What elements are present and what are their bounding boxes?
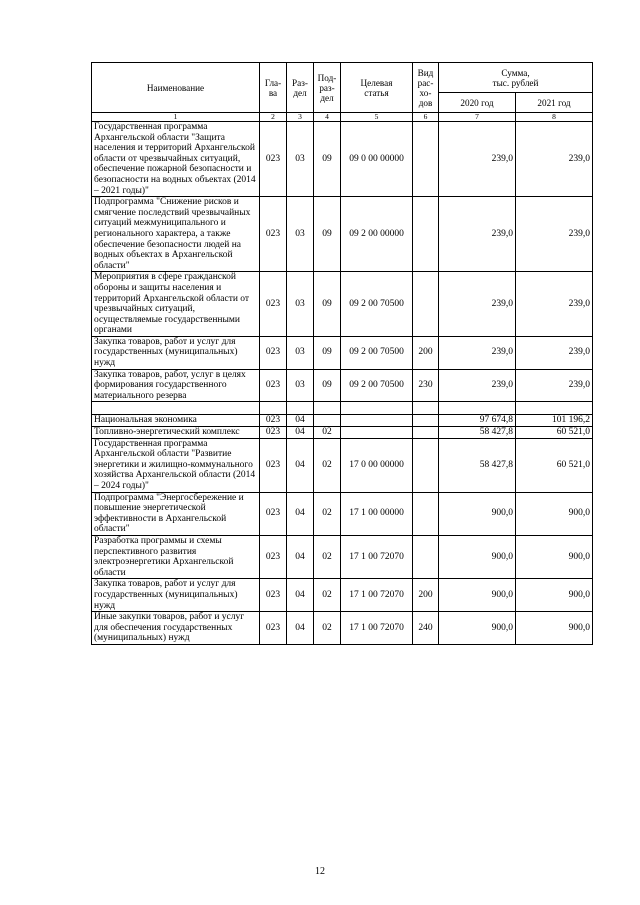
header-section: Раз- дел xyxy=(287,63,314,113)
table-body xyxy=(92,122,593,645)
row-sum-2020: 239,0 xyxy=(439,336,516,369)
row-chapter: 023 xyxy=(260,272,287,337)
page-number: 12 xyxy=(315,866,325,877)
column-number: 6 xyxy=(413,113,439,122)
row-target-article: 09 2 00 70500 xyxy=(341,336,413,369)
column-number: 4 xyxy=(314,113,341,122)
row-name: Закупка товаров, работ и услуг для государственных (муниципальных) нужд xyxy=(92,336,260,369)
row-subsection: 09 xyxy=(314,272,341,337)
row-chapter: 023 xyxy=(260,427,287,439)
row-section: 03 xyxy=(287,272,314,337)
column-number: 1 xyxy=(92,113,260,122)
blank-row xyxy=(92,402,593,415)
row-name: Государственная программа Архангельской области "Развитие энергетики и жилищно-коммунального хозяйства Архангельской области (2014 – 2024 годы)" xyxy=(92,438,260,492)
row-sum-2021: 900,0 xyxy=(516,612,593,645)
blank-cell xyxy=(260,402,287,415)
row-name: Подпрограмма "Снижение рисков и смягчение последствий чрезвычайных ситуаций межмуниципального и регионального характера, а также обеспечение безопасности людей на водных объектах в Архангельской области" xyxy=(92,197,260,272)
table-row xyxy=(92,272,593,337)
header-chapter: Гла- ва xyxy=(260,63,287,113)
row-expense-type xyxy=(413,438,439,492)
budget-table xyxy=(91,62,593,645)
row-subsection: 02 xyxy=(314,612,341,645)
row-expense-type: 200 xyxy=(413,579,439,612)
row-subsection: 09 xyxy=(314,369,341,402)
row-target-article: 17 1 00 00000 xyxy=(341,492,413,535)
table-row xyxy=(92,122,593,197)
row-sum-2020: 900,0 xyxy=(439,579,516,612)
row-expense-type: 240 xyxy=(413,612,439,645)
row-sum-2021: 900,0 xyxy=(516,535,593,578)
row-subsection: 02 xyxy=(314,427,341,439)
header-name: Наименование xyxy=(92,63,260,113)
row-expense-type: 230 xyxy=(413,369,439,402)
table-row xyxy=(92,579,593,612)
row-sum-2020: 900,0 xyxy=(439,612,516,645)
row-expense-type xyxy=(413,122,439,197)
row-section: 03 xyxy=(287,369,314,402)
row-section: 03 xyxy=(287,122,314,197)
table-row xyxy=(92,427,593,439)
row-chapter: 023 xyxy=(260,122,287,197)
row-expense-type xyxy=(413,415,439,427)
row-sum-2021: 900,0 xyxy=(516,492,593,535)
row-sum-2021: 239,0 xyxy=(516,336,593,369)
table-row xyxy=(92,415,593,427)
row-subsection: 02 xyxy=(314,492,341,535)
row-expense-type: 200 xyxy=(413,336,439,369)
table-row xyxy=(92,336,593,369)
row-target-article: 17 1 00 72070 xyxy=(341,579,413,612)
row-sum-2021: 239,0 xyxy=(516,197,593,272)
row-section: 04 xyxy=(287,438,314,492)
row-sum-2020: 97 674,8 xyxy=(439,415,516,427)
row-sum-2020: 239,0 xyxy=(439,122,516,197)
row-sum-2021: 101 196,2 xyxy=(516,415,593,427)
row-target-article xyxy=(341,415,413,427)
header-sum: Сумма, тыс. рублей xyxy=(439,63,593,93)
header-year-2021: 2021 год xyxy=(516,93,593,113)
row-chapter: 023 xyxy=(260,579,287,612)
row-section: 03 xyxy=(287,336,314,369)
row-chapter: 023 xyxy=(260,369,287,402)
row-name: Закупка товаров, работ и услуг для государственных (муниципальных) нужд xyxy=(92,579,260,612)
row-sum-2020: 239,0 xyxy=(439,369,516,402)
row-name: Подпрограмма "Энергосбережение и повышение энергетической эффективности в Архангельской области" xyxy=(92,492,260,535)
row-expense-type xyxy=(413,535,439,578)
row-section: 04 xyxy=(287,579,314,612)
table-row xyxy=(92,438,593,492)
row-section: 04 xyxy=(287,612,314,645)
row-target-article: 17 0 00 00000 xyxy=(341,438,413,492)
row-subsection: 02 xyxy=(314,535,341,578)
row-section: 04 xyxy=(287,492,314,535)
row-expense-type xyxy=(413,272,439,337)
row-chapter: 023 xyxy=(260,492,287,535)
row-sum-2020: 900,0 xyxy=(439,492,516,535)
blank-cell xyxy=(287,402,314,415)
column-number: 2 xyxy=(260,113,287,122)
blank-cell xyxy=(516,402,593,415)
row-subsection: 09 xyxy=(314,197,341,272)
row-target-article: 17 1 00 72070 xyxy=(341,535,413,578)
row-target-article: 09 2 00 00000 xyxy=(341,197,413,272)
row-sum-2020: 239,0 xyxy=(439,272,516,337)
column-number: 7 xyxy=(439,113,516,122)
blank-cell xyxy=(92,402,260,415)
row-target-article: 09 2 00 70500 xyxy=(341,369,413,402)
blank-cell xyxy=(413,402,439,415)
row-target-article: 09 0 00 00000 xyxy=(341,122,413,197)
row-sum-2020: 58 427,8 xyxy=(439,438,516,492)
row-target-article: 17 1 00 72070 xyxy=(341,612,413,645)
row-expense-type xyxy=(413,427,439,439)
table-row xyxy=(92,492,593,535)
row-chapter: 023 xyxy=(260,415,287,427)
header-subsection: Под- раз- дел xyxy=(314,63,341,113)
row-section: 04 xyxy=(287,535,314,578)
row-sum-2020: 900,0 xyxy=(439,535,516,578)
blank-cell xyxy=(314,402,341,415)
row-sum-2021: 900,0 xyxy=(516,579,593,612)
row-name: Государственная программа Архангельской области "Защита населения и территорий Архангельской области от чрезвычайных ситуаций, обеспечение пожарной безопасности и безопасности на водных объектах (2014 – 2021 годы)" xyxy=(92,122,260,197)
column-number: 8 xyxy=(516,113,593,122)
row-section: 04 xyxy=(287,415,314,427)
row-name: Топливно-энергетический комплекс xyxy=(92,427,260,439)
row-target-article: 09 2 00 70500 xyxy=(341,272,413,337)
header-year-2020: 2020 год xyxy=(439,93,516,113)
row-chapter: 023 xyxy=(260,197,287,272)
row-subsection xyxy=(314,415,341,427)
row-name: Иные закупки товаров, работ и услуг для обеспечения государственных (муниципальных) нужд xyxy=(92,612,260,645)
row-sum-2021: 239,0 xyxy=(516,369,593,402)
table-row xyxy=(92,612,593,645)
row-chapter: 023 xyxy=(260,535,287,578)
row-subsection: 02 xyxy=(314,438,341,492)
column-number: 3 xyxy=(287,113,314,122)
column-number-row xyxy=(92,113,593,122)
table-row xyxy=(92,369,593,402)
row-name: Национальная экономика xyxy=(92,415,260,427)
row-chapter: 023 xyxy=(260,336,287,369)
row-expense-type xyxy=(413,492,439,535)
row-section: 04 xyxy=(287,427,314,439)
row-sum-2020: 239,0 xyxy=(439,197,516,272)
row-chapter: 023 xyxy=(260,612,287,645)
column-number: 5 xyxy=(341,113,413,122)
row-sum-2021: 239,0 xyxy=(516,272,593,337)
row-name: Закупка товаров, работ, услуг в целях формирования государственного материального резерва xyxy=(92,369,260,402)
row-target-article xyxy=(341,427,413,439)
header-target: Целевая статья xyxy=(341,63,413,113)
row-sum-2021: 239,0 xyxy=(516,122,593,197)
row-subsection: 02 xyxy=(314,579,341,612)
row-expense-type xyxy=(413,197,439,272)
row-sum-2021: 60 521,0 xyxy=(516,438,593,492)
row-sum-2020: 58 427,8 xyxy=(439,427,516,439)
row-chapter: 023 xyxy=(260,438,287,492)
header-type: Вид рас- хо- дов xyxy=(413,63,439,113)
blank-cell xyxy=(341,402,413,415)
row-name: Мероприятия в сфере гражданской обороны и защиты населения и территорий Архангельской области от чрезвычайных ситуаций, осуществляемые государственными органами xyxy=(92,272,260,337)
row-name: Разработка программы и схемы перспективного развития электроэнергетики Архангельской области xyxy=(92,535,260,578)
row-sum-2021: 60 521,0 xyxy=(516,427,593,439)
blank-cell xyxy=(439,402,516,415)
table-row xyxy=(92,197,593,272)
table-row xyxy=(92,535,593,578)
row-subsection: 09 xyxy=(314,122,341,197)
row-subsection: 09 xyxy=(314,336,341,369)
row-section: 03 xyxy=(287,197,314,272)
